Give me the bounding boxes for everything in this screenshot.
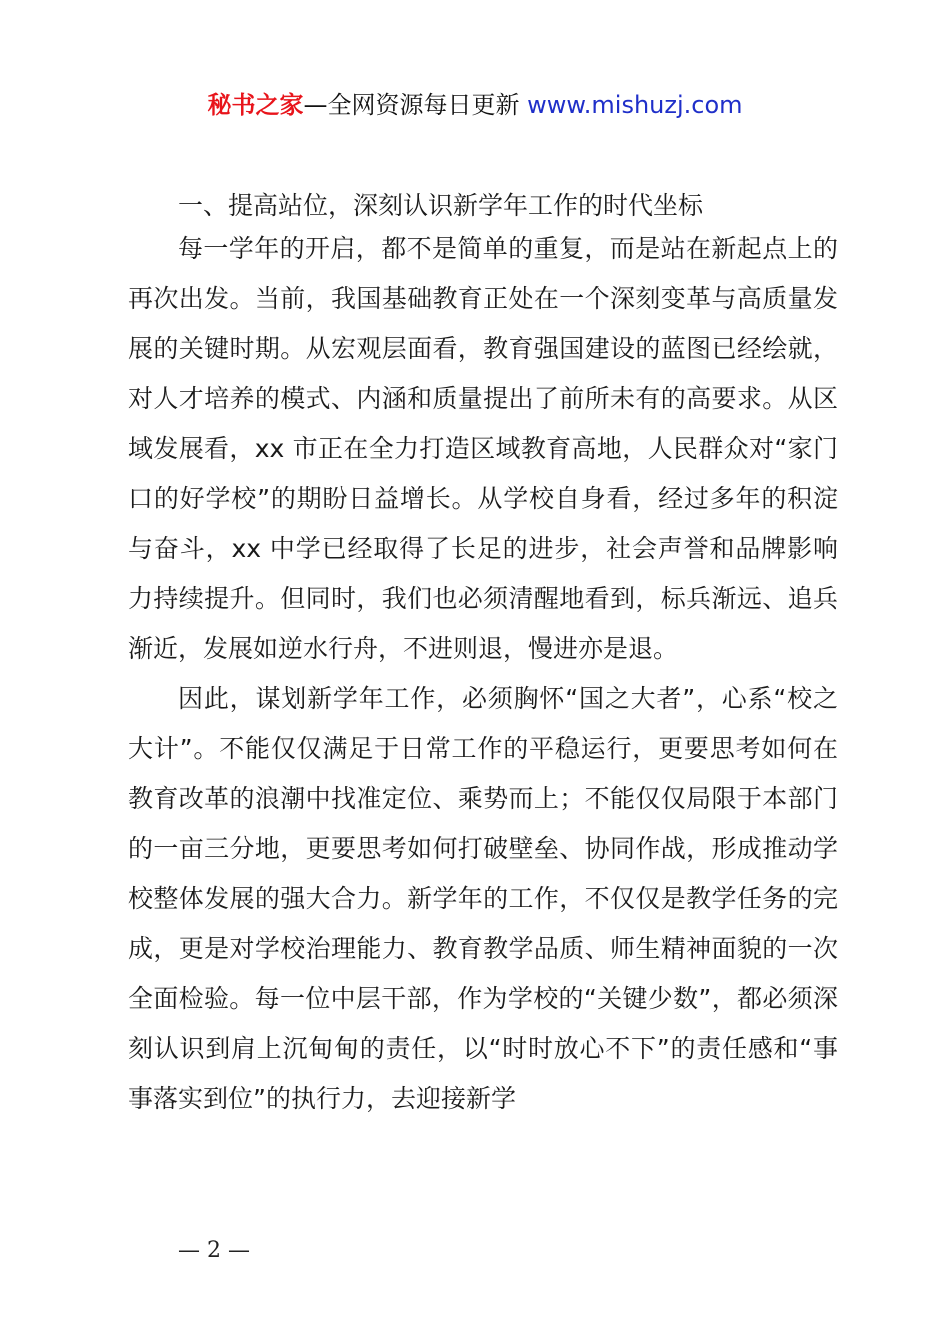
- header-url[interactable]: www.mishuzj.com: [527, 91, 743, 119]
- page-number: — 2 —: [178, 1238, 250, 1263]
- brand-name: 秘书之家: [207, 91, 304, 119]
- paragraph: 每一学年的开启，都不是简单的重复，而是站在新起点上的再次出发。当前，我国基础教育正处在一个深刻变革与高质量发展的关键时期。从宏观层面看，教育强国建设的蓝图已经绘就，对人才培养的模式、内涵和质量提出了前所未有的高要求。从区域发展看，xx 市正在全力打造区域教育高地，人民群众对“家门口的好学校”的期盼日益增长。从学校自身看，经过多年的积淀与奋斗，xx 中学已经取得了长足的进步，社会声誉和品牌影响力持续提升。但同时，我们也必须清醒地看到，标兵渐远、追兵渐近，发展如逆水行舟，不进则退，慢进亦是退。: [128, 234, 838, 663]
- page-header: [0, 88, 950, 122]
- section-heading: 一、提高站位，深刻认识新学年工作的时代坐标: [178, 191, 704, 220]
- paragraph: 因此，谋划新学年工作，必须胸怀“国之大者”，心系“校之大计”。不能仅仅满足于日常工作的平稳运行，更要思考如何在教育改革的浪潮中找准定位、乘势而上；不能仅仅局限于本部门的一亩三分地，更要思考如何打破壁垒、协同作战，形成推动学校整体发展的强大合力。新学年的工作，不仅仅是教学任务的完成，更是对学校治理能力、教育教学品质、师生精神面貌的一次全面检验。每一位中层干部，作为学校的“关键少数”，都必须深刻认识到肩上沉甸甸的责任，以“时时放心不下”的责任感和“事事落实到位”的执行力，去迎接新学: [128, 684, 838, 1113]
- header-tagline: —全网资源每日更新: [303, 91, 528, 119]
- document-body: [128, 184, 838, 1124]
